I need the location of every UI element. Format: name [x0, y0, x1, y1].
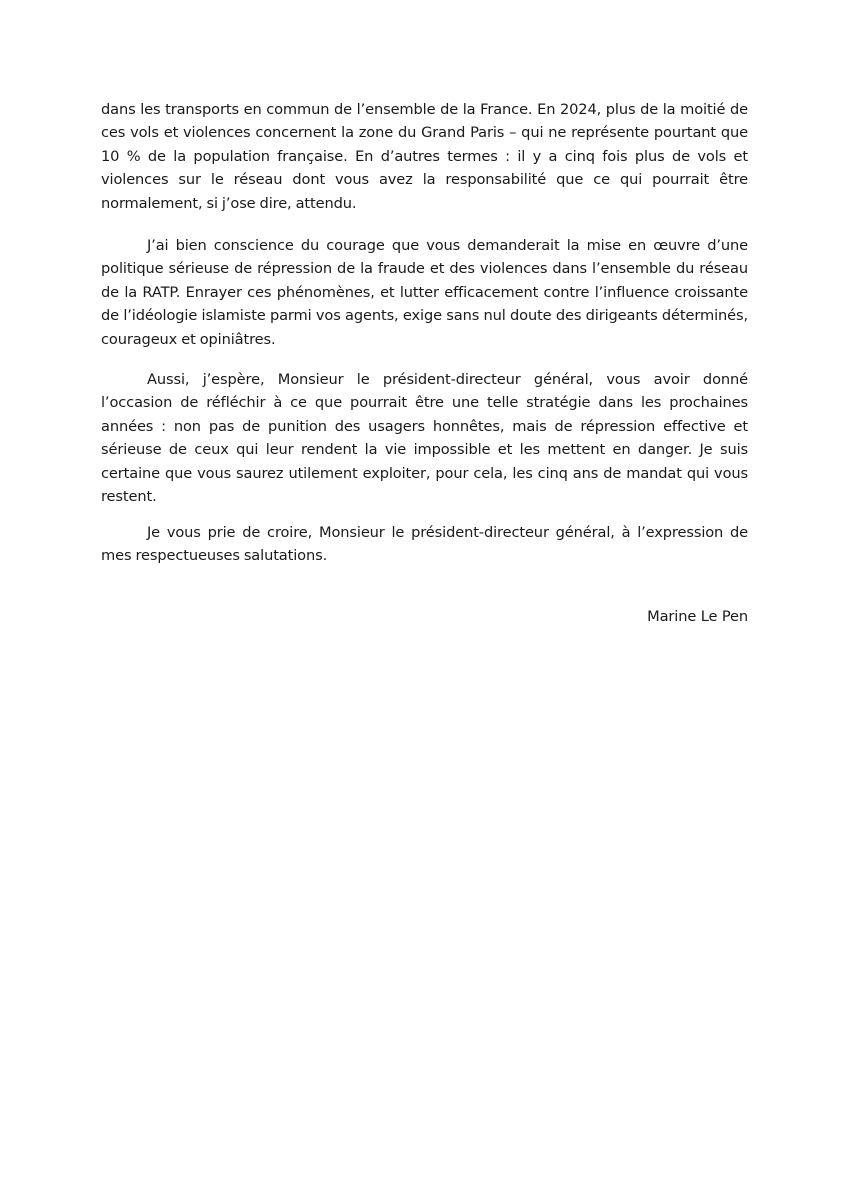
paragraph-text: Aussi, j’espère, Monsieur le président-directeur général, vous avoir donné l’occasion de réfléchir à ce que pourrait être une telle stratégie dans les prochaines années : non pas de punition des usagers honnêtes, mais de répression effective et sérieuse de ceux qui leur rendent la vie impossible et les mettent en danger. Je suis certaine que vous saurez utilement exploiter, pour cela, les cinq ans de mandat qui vous restent. [101, 371, 748, 506]
letter-paragraph-3 [101, 368, 748, 508]
letter-paragraph-1 [101, 98, 748, 215]
paragraph-text: dans les transports en commun de l’ensemble de la France. En 2024, plus de la moitié de ces vols et violences concernent la zone du Grand Paris – qui ne représente pourtant que 10 % de la population française. En d’autres termes : il y a cinq fois plus de vols et violences sur le réseau dont vous avez la responsabilité que ce qui pourrait être normalement, si j’ose dire, attendu. [101, 101, 748, 212]
letter-paragraph-2 [101, 234, 748, 351]
paragraph-text: Je vous prie de croire, Monsieur le président-directeur général, à l’expression de mes respectueuses salutations. [101, 524, 748, 565]
signature-name: Marine Le Pen [647, 608, 748, 625]
paragraph-text: J’ai bien conscience du courage que vous demanderait la mise en œuvre d’une politique sérieuse de répression de la fraude et des violences dans l’ensemble du réseau de la RATP. Enrayer ces phénomènes, et lutter efficacement contre l’influence croissante de l’idéologie islamiste parmi vos agents, exige sans nul doute des dirigeants déterminés, courageux et opiniâtres. [101, 237, 748, 348]
letter-closing-paragraph [101, 521, 748, 568]
